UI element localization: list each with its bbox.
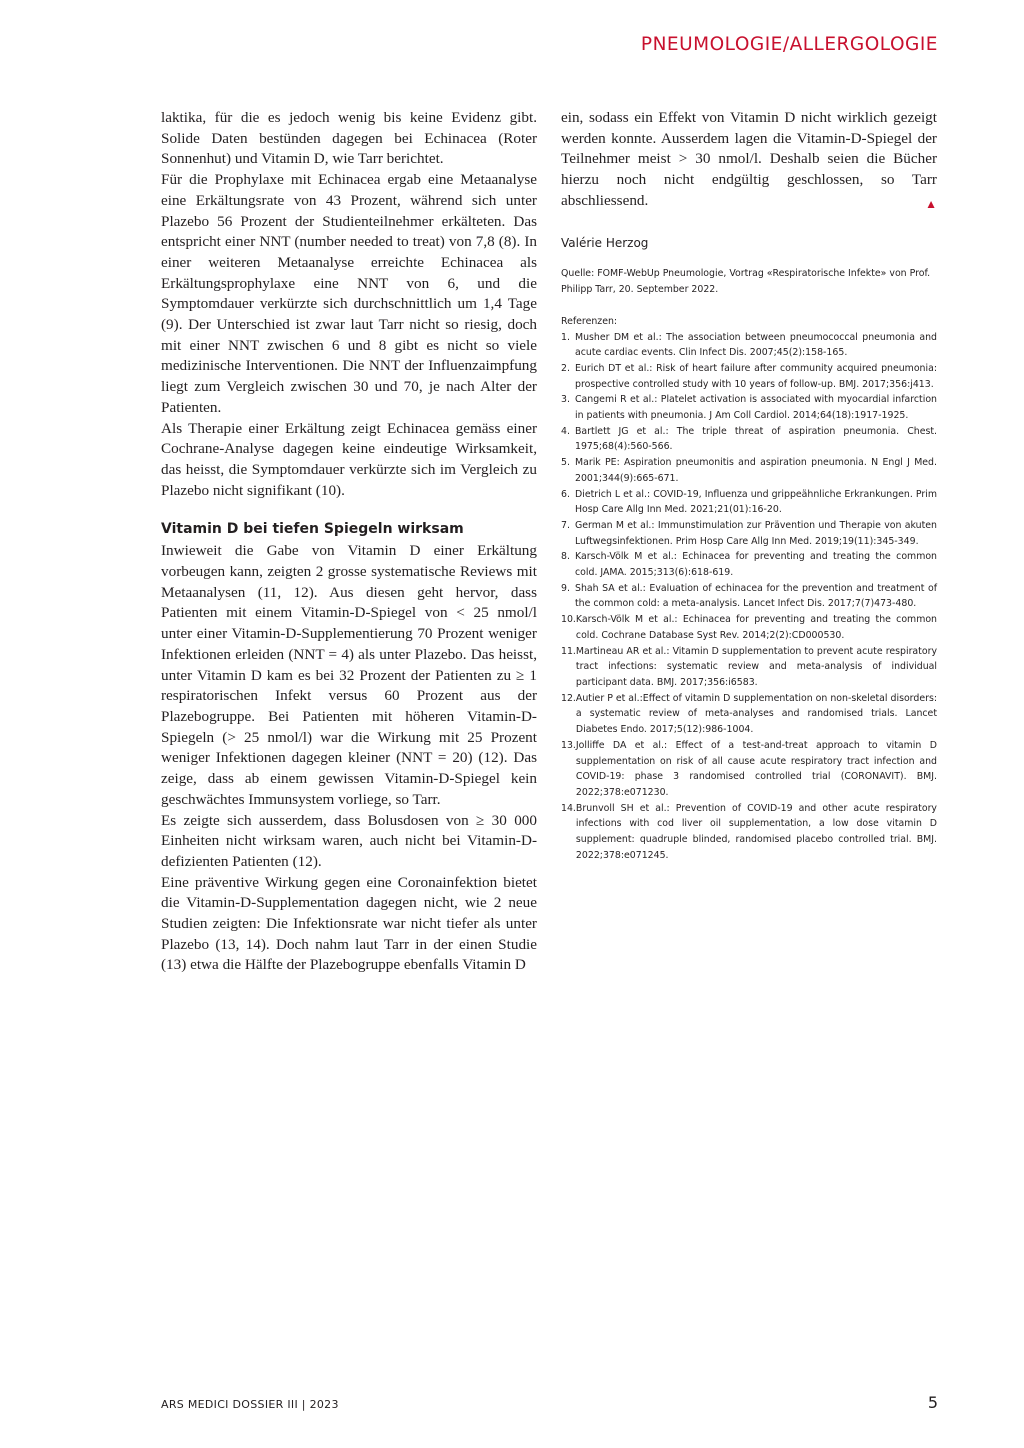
reference-item xyxy=(561,612,937,643)
paragraph: laktika, für die es jedoch wenig bis keine Evidenz gibt. Solide Daten bestünden dagegen bei Echinacea (Roter Sonnenhut) und Vitamin D, wie Tarr berichtet. xyxy=(161,109,537,168)
reference-item xyxy=(561,581,937,612)
references-list xyxy=(561,330,937,864)
reference-text: German M et al.: Immunstimulation zur Prävention und Therapie von akuten Luftwegsinfektionen. Prim Hosp Care Allg Inn Med. 2019;19(11):345-349. xyxy=(575,519,937,547)
reference-text: Martineau AR et al.: Vitamin D supplementation to prevent acute respiratory tract infections: systematic review and meta-analysis of individual participant data. BMJ. 2017;356:i6583. xyxy=(575,645,937,688)
reference-number: 5. xyxy=(561,457,570,469)
reference-number: 3. xyxy=(561,394,570,406)
reference-text: Bartlett JG et al.: The triple threat of aspiration pneumonia. Chest. 1975;68(4):560-566. xyxy=(575,425,937,453)
reference-text: Cangemi R et al.: Platelet activation is associated with myocardial infarction in patients with pneumonia. J Am Coll Cardiol. 2014;64(18):1917-1925. xyxy=(575,394,937,422)
reference-text: Shah SA et al.: Evaluation of echinacea for the prevention and treatment of the common cold: a meta-analysis. Lancet Infect Dis. 2017;7(7)473-480. xyxy=(575,582,937,610)
references-title: Referenzen: xyxy=(561,315,618,327)
reference-text: Musher DM et al.: The association between pneumococcal pneumonia and acute cardiac events. Clin Infect Dis. 2007;45(2):158-165. xyxy=(575,331,937,359)
reference-item xyxy=(561,549,937,580)
end-triangle-icon: ▲ xyxy=(925,196,937,211)
reference-text: Autier P et al.:Effect of vitamin D supplementation on non-skeletal disorders: a systematic review of meta-analyses and randomised trials. Lancet Diabetes Endo. 2017;5(12):986-1004. xyxy=(575,692,937,736)
paragraph: Inwieweit die Gabe von Vitamin D einer Erkältung vorbeugen kann, zeigten 2 grosse systematische Reviews mit Metaanalysen (11, 12). Aus diesen geht hervor, dass Patienten mit einem Vitamin-D-Spiegel von < 25 nmol/l unter einer Vitamin-D-Supplementierung 70 Prozent weniger Infektionen erleiden (NNT = 4) als unter Plazebo. Das heisst, unter Vitamin D kam es bei 32 Prozent der Patienten zu ≥ 1 respiratorischen Infekt versus 60 Prozent aus der Plazebogruppe. Bei Patienten mit höheren Vitamin-D-Spiegeln (> 25 nmol/l) war die Wirkung mit 25 Prozent weniger Infektionen dagegen kleiner (NNT = 20) (12). Das zeige, dass ab einem gewissen Vitamin-D-Spiegel kein geschwächtes Immunsystem vorliege, so Tarr. xyxy=(161,542,537,808)
reference-text: Brunvoll SH et al.: Prevention of COVID-19 and other acute respiratory infections with cod liver oil supplementation, a low dose vitamin D supplement: quadruple blinded, randomised placebo controlled trial. BMJ. 2022;378:e071245. xyxy=(575,802,937,861)
reference-item xyxy=(561,361,937,392)
page-number: 5 xyxy=(927,1393,938,1412)
reference-number: 6. xyxy=(561,488,570,500)
reference-text: Karsch-Völk M et al.: Echinacea for preventing and treating the common cold. JAMA. 2015;313(6):618-619. xyxy=(575,551,937,579)
paragraph: Es zeigte sich ausserdem, dass Bolusdosen von ≥ 30 000 Einheiten nicht wirksam waren, auch nicht bei Vitamin-D-defizienten Patienten (12). xyxy=(161,811,537,870)
reference-item xyxy=(561,644,937,691)
reference-number: 1. xyxy=(561,331,570,343)
reference-item xyxy=(561,518,937,549)
paragraph: Eine präventive Wirkung gegen eine Coronainfektion bietet die Vitamin-D-Supplementation dagegen nicht, wie 2 neue Studien zeigten: Die Infektionsrate war nicht tiefer als unter Plazebo (13, 14). Doch nahm laut Tarr in der einen Studie (13) etwa die Hälfte der Plazebogruppe ebenfalls Vitamin D xyxy=(161,873,537,974)
paragraph: Für die Prophylaxe mit Echinacea ergab eine Metaanalyse eine Erkältungsrate von 43 Prozent, während sich unter Plazebo 56 Prozent der Studienteilnehmer erkälteten. Das entspricht einer NNT (number needed to treat) von 7,8 (8). In einer weiteren Metaanalyse erreichte Echinacea als Erkältungsprophylaxe eine NNT von 6, und die Symptomdauer verkürzte sich durchschnittlich um 1,4 Tage (9). Der Unterschied ist zwar laut Tarr nicht so riesig, doch mit einer NNT zwischen 6 und 8 gibt es nicht so viele medizinische Interventionen. Die NNT der Influenzaimpfung liegt zum Vergleich zwischen 30 und 70, je nach Alter der Patienten. xyxy=(161,171,537,416)
reference-number: 8. xyxy=(561,551,570,563)
paragraph: ein, sodass ein Effekt von Vitamin D nicht wirklich gezeigt werden konnte. Ausserdem lagen die Vitamin-D-Spiegel der Teilnehmer meist > 30 nmol/l. Deshalb seien die Bücher hierzu noch nicht endgültig geschlossen, so Tarr abschliessend. ▲ xyxy=(561,108,937,212)
reference-text: Jolliffe DA et al.: Effect of a test-and-treat approach to vitamin D supplementation on risk of all cause acute respiratory tract infection and COVID-19: phase 3 randomised controlled trial (CORONAVIT). BMJ. 2022;378:e071230. xyxy=(575,739,937,798)
reference-item xyxy=(561,392,937,423)
reference-number: 4. xyxy=(561,425,570,437)
author: Valérie Herzog xyxy=(561,235,649,250)
paragraph: Als Therapie einer Erkältung zeigt Echinacea gemäss einer Cochrane-Analyse dagegen keine eindeutige Wirksamkeit, das heisst, die Symptomdauer verkürzte sich im Vergleich zu Plazebo nicht signifikant (10). xyxy=(161,419,537,499)
reference-number: 2. xyxy=(561,362,570,374)
source-note: Quelle: FOMF-WebUp Pneumologie, Vortrag «Respiratorische Infekte» von Prof. Philipp Tarr, 20. September 2022. xyxy=(561,267,931,295)
reference-item xyxy=(561,424,937,455)
reference-text: Karsch-Völk M et al.: Echinacea for preventing and treating the common cold. Cochrane Database Syst Rev. 2014;2(2):CD000530. xyxy=(575,614,937,641)
reference-item xyxy=(561,455,937,486)
reference-number: 7. xyxy=(561,519,570,531)
reference-text: Marik PE: Aspiration pneumonitis and aspiration pneumonia. N Engl J Med. 2001;344(9):665-671. xyxy=(575,457,937,484)
reference-number: 12. xyxy=(561,692,576,704)
reference-number: 14. xyxy=(561,802,576,814)
reference-number: 13. xyxy=(561,739,576,751)
reference-item xyxy=(561,330,937,361)
reference-text: Dietrich L et al.: COVID-19, Influenza und grippeähnliche Erkrankungen. Prim Hosp Care Allg Inn Med. 2021;21(01):16-20. xyxy=(575,488,937,516)
reference-number: 11. xyxy=(561,645,576,657)
reference-text: Eurich DT et al.: Risk of heart failure after community acquired pneumonia: prospective controlled study with 10 years of follow-up. BMJ. 2017;356:j413. xyxy=(575,362,937,390)
reference-item xyxy=(561,691,937,738)
reference-number: 10. xyxy=(561,614,576,626)
reference-item xyxy=(561,738,937,801)
section-subheading: Vitamin D bei tiefen Spiegeln wirksam xyxy=(161,521,464,538)
reference-number: 9. xyxy=(561,582,570,594)
reference-item xyxy=(561,801,937,864)
left-column xyxy=(161,108,537,976)
right-column xyxy=(561,108,937,863)
reference-item xyxy=(561,487,937,518)
footer-publication: ARS MEDICI DOSSIER III | 2023 xyxy=(161,1398,339,1411)
section-header: PNEUMOLOGIE/ALLERGOLOGIE xyxy=(640,34,938,55)
